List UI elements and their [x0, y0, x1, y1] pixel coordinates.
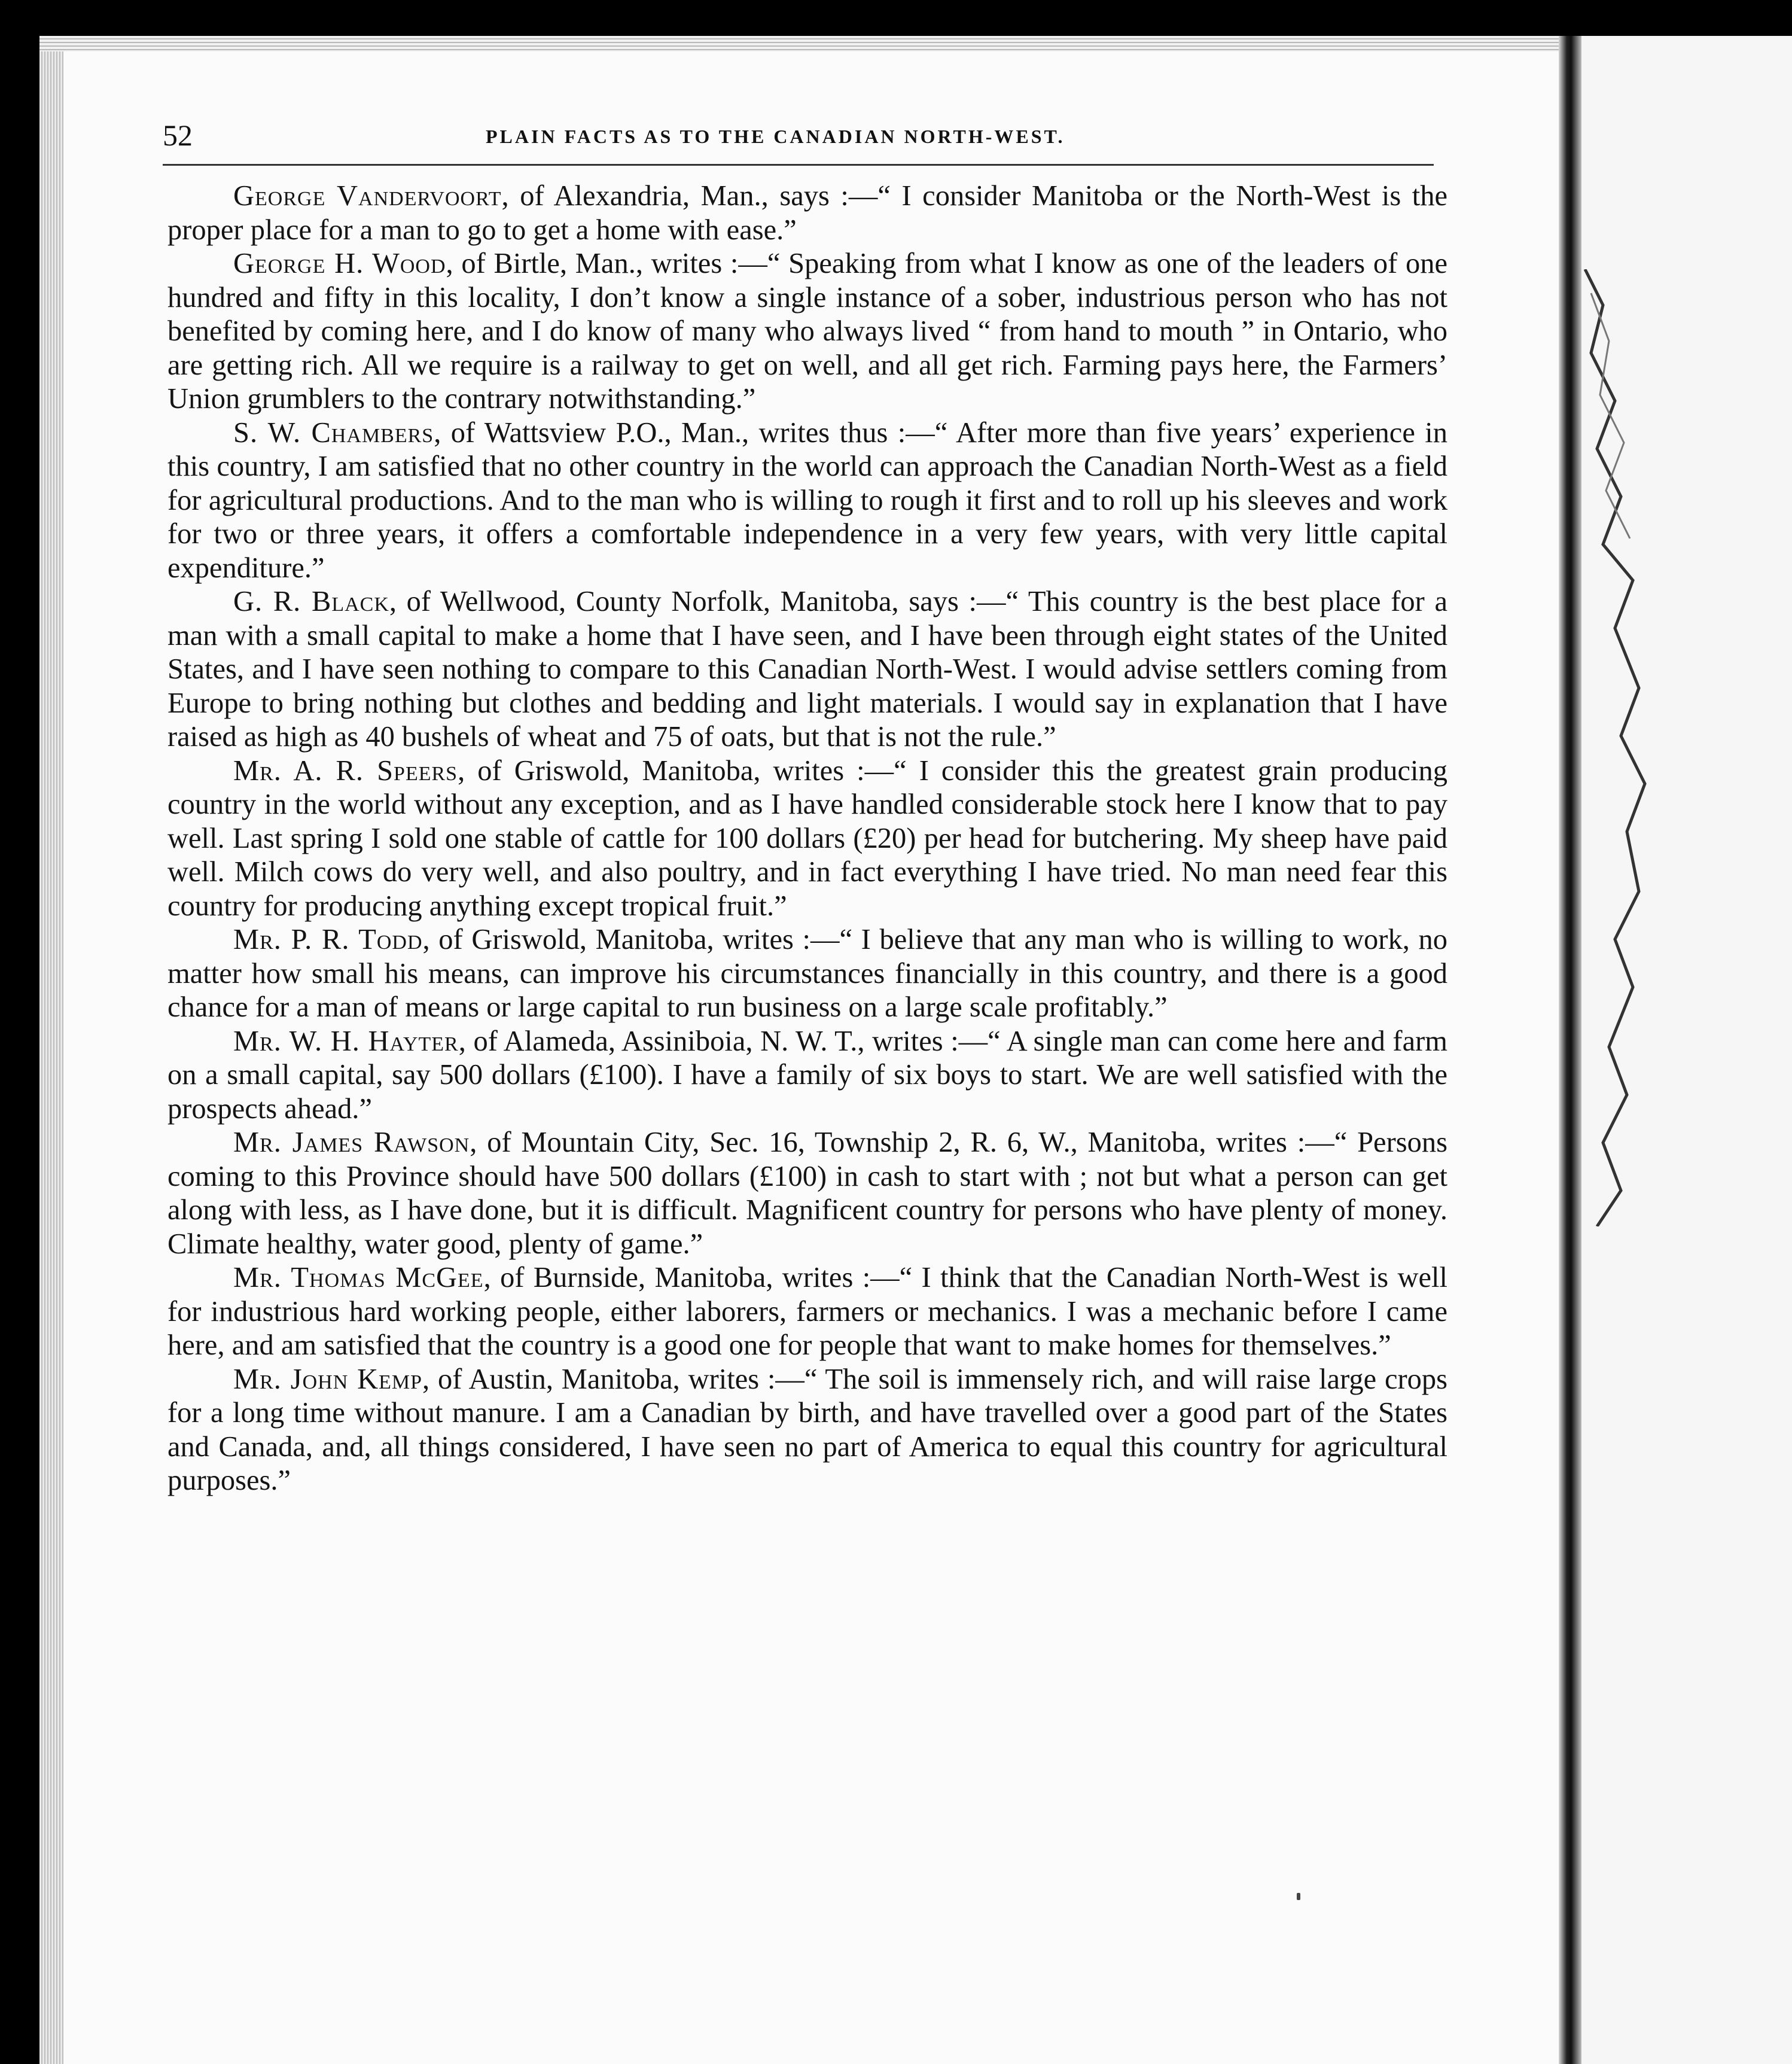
page-edges-left — [39, 36, 63, 2064]
testimonial-body: , of Wellwood, County Norfolk, Manitoba, says :—“ This country is the best place for a man with a small capital to make a home that I have seen, and I have been through eight states of the United States, and I have seen nothing to compare to this Canadian North-West. I would advise settlers coming from Europe to bring nothing but clothes and bedding and light materials. I would say in explanation that I have raised as high as 40 bushels of wheat and 75 of oats, but that is not the rule.” — [167, 586, 1447, 753]
testimonial-paragraph — [167, 179, 1447, 247]
testimonial-author: S. W. Chambers — [233, 416, 434, 449]
testimonial-paragraph — [167, 754, 1447, 924]
testimonial-paragraph — [167, 416, 1447, 586]
testimonial-paragraph — [167, 247, 1447, 416]
testimonial-body: , of Griswold, Manitoba, writes :—“ I consider this the greatest grain producing country in the world without any exception, and as I have handled considerable stock here I know that to pay well. Last spring I sold one stable of cattle for 100 dollars (£20) per head for butchering. My sheep have paid well. Milch cows do very well, and also poultry, and in fact everything I have tried. No man need fear this country for producing anything except tropical fruit.” — [167, 754, 1447, 922]
testimonial-body: , of Alameda, Assiniboia, N. W. T., writes :—“ A single man can come here and farm on a small capital, say 500 dollars (£100). I have a family of six boys to start. We are well satisfied with the prospects ahead.” — [167, 1025, 1447, 1125]
header-rule — [163, 164, 1434, 166]
page-header — [163, 117, 1431, 153]
page-edges-top — [39, 36, 1571, 51]
testimonial-author: Mr. A. R. Speers — [233, 754, 458, 787]
testimonial-paragraph — [167, 1025, 1447, 1127]
testimonial-author: Mr. John Kemp — [233, 1363, 423, 1395]
testimonials-text — [167, 179, 1447, 1498]
testimonial-paragraph — [167, 1363, 1447, 1498]
running-title: PLAIN FACTS AS TO THE CANADIAN NORTH-WEST. — [486, 126, 1065, 147]
testimonial-paragraph — [167, 585, 1447, 754]
testimonial-author: Mr. P. R. Todd — [233, 924, 423, 955]
testimonial-author: G. R. Black — [233, 586, 389, 617]
testimonial-paragraph — [167, 1126, 1447, 1261]
testimonial-author: Mr. Thomas McGee — [233, 1262, 484, 1293]
torn-paper-edge — [1579, 269, 1651, 1226]
testimonial-body: , of Burnside, Manitoba, writes :—“ I think that the Canadian North-West is well for industrious hard working people, either laborers, farmers or mechanics. I was a mechanic before I came here, and am satisfied that the country is a good one for people that want to make homes for themselves.” — [167, 1262, 1448, 1361]
testimonial-body: , of Mountain City, Sec. 16, Township 2, R. 6, W., Manitoba, writes :—“ Persons coming to this Province should have 500 dollars (£100) in cash to start with ; not but what a person can get along with less, as I have done, but it is difficult. Magnificent country for persons who have plenty of money. Climate healthy, water good, plenty of game.” — [167, 1127, 1447, 1260]
testimonial-body: , of Griswold, Manitoba, writes :—“ I believe that any man who is willing to work, no matter how small his means, can improve his circumstances financially in this country, and there is a good chance for a man of means or large capital to run business on a large scale profitably.” — [167, 924, 1447, 1023]
ink-speck — [1297, 1893, 1300, 1900]
page-number: 52 — [163, 118, 193, 152]
binding-gutter — [1559, 36, 1581, 2064]
testimonial-author: Mr. W. H. Hayter — [233, 1025, 459, 1057]
testimonial-paragraph — [167, 1261, 1447, 1363]
testimonial-body: , of Austin, Manitoba, writes :—“ The soil is immensely rich, and will raise large crops for a long time without manure. I am a Canadian by birth, and have travelled over a good part of the States and Canada, and, all things considered, I have seen no part of America to equal this country for agricultural purposes.” — [167, 1363, 1447, 1496]
testimonial-body: , of Birtle, Man., writes :—“ Speaking from what I know as one of the leaders of one hundred and fifty in this locality, I don’t know a single instance of a sober, industrious person who has not benefited by coming here, and I do know of many who always lived “ from hand to mouth ” in Ontario, who are getting rich. All we require is a railway to get on well, and all get rich. Farming pays here, the Farmers’ Union grumblers to the contrary notwithstanding.” — [167, 248, 1447, 415]
testimonial-author: Mr. James Rawson — [233, 1127, 470, 1158]
testimonial-body: , of Wattsview P.O., Man., writes thus :—“ After more than five years’ experience in this country, I am satisfied that no other country in the world can approach the Canadian North-West as a field for agricultural productions. And to the man who is willing to rough it first and to roll up his sleeves and work for two or three years, it offers a comfortable independence in a very few years, with very little capital expenditure.” — [167, 416, 1447, 584]
testimonial-body: , of Alexandria, Man., says :—“ I consider Manitoba or the North-West is the proper place for a man to go to get a home with ease.” — [167, 180, 1448, 246]
testimonial-paragraph — [167, 923, 1447, 1025]
testimonial-author: George Vandervoort — [233, 180, 502, 212]
testimonial-author: George H. Wood — [233, 248, 446, 279]
